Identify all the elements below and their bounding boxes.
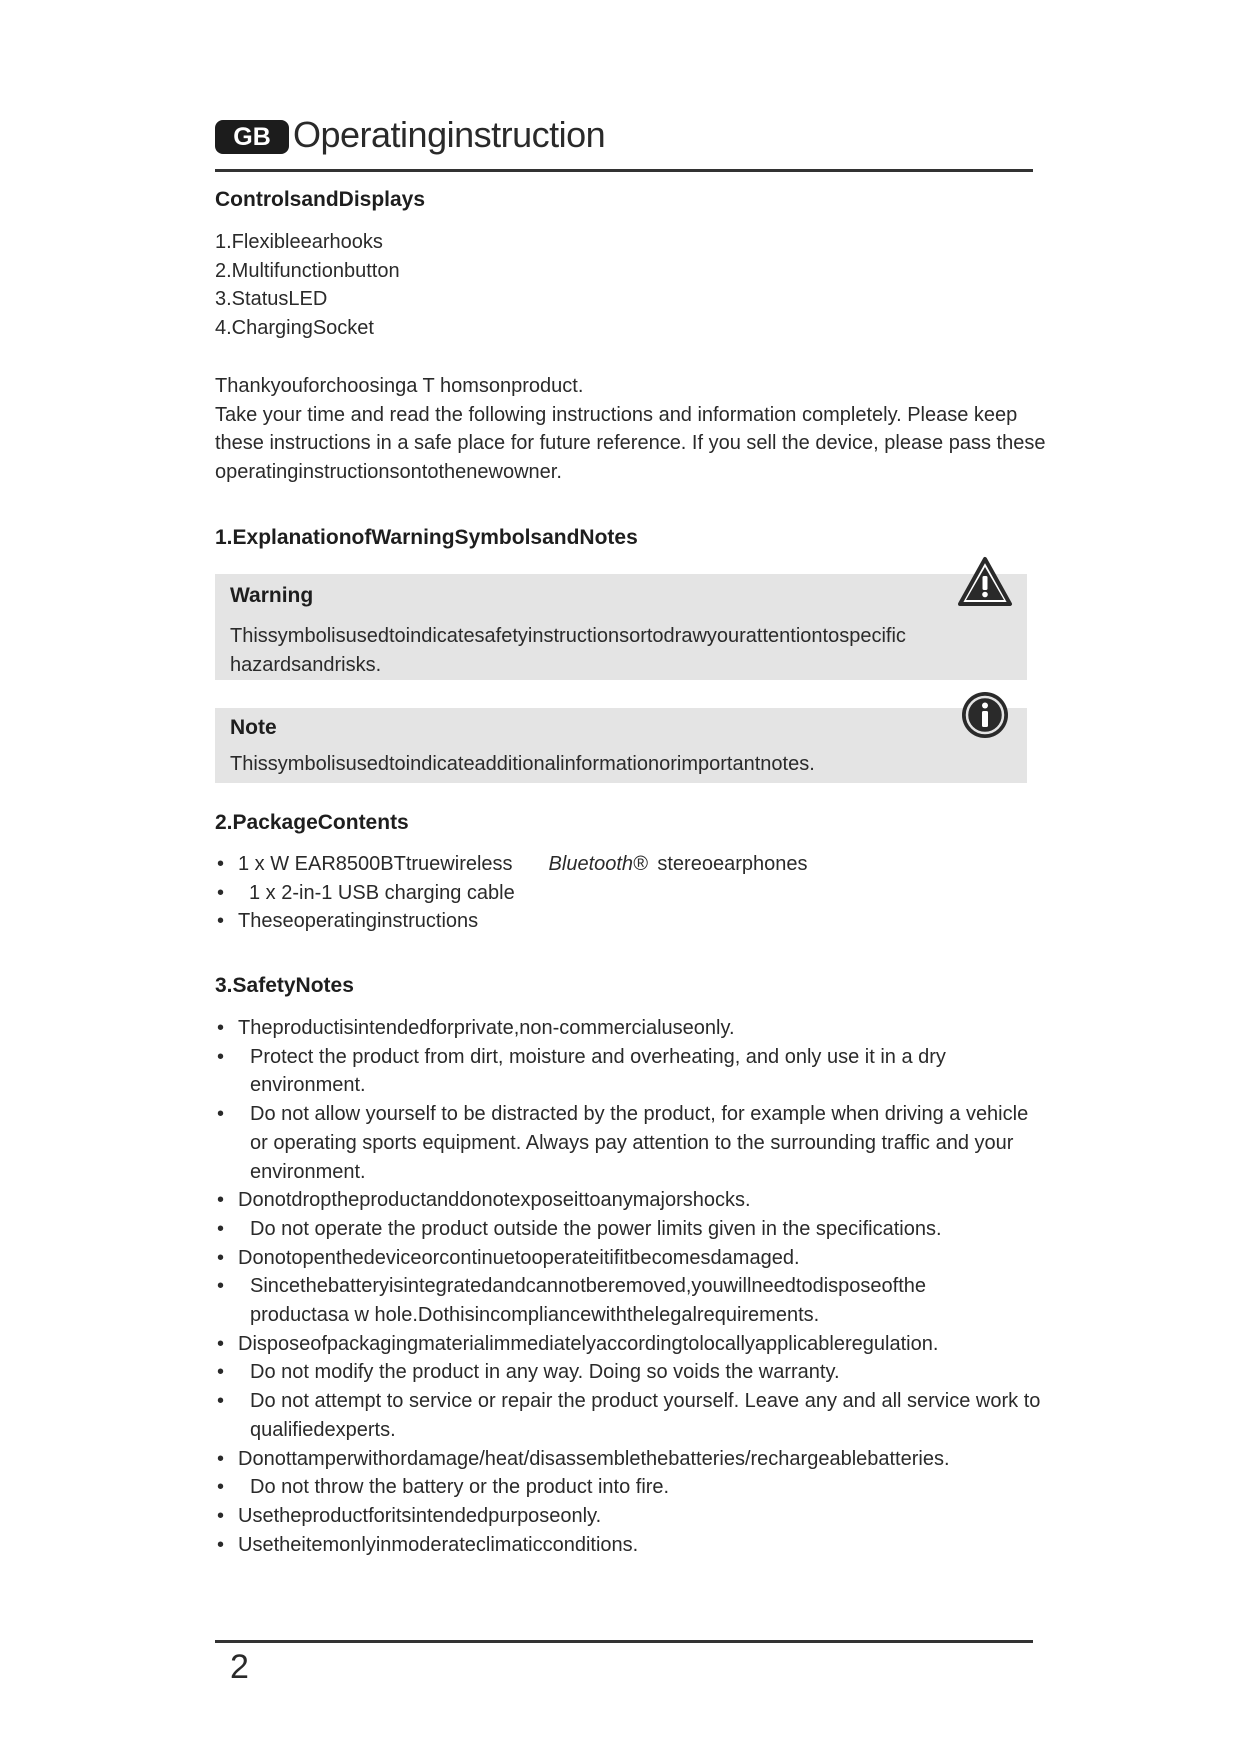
safety-notes-list xyxy=(215,1014,1040,1559)
footer-rule xyxy=(215,1640,1033,1643)
safety-note-item xyxy=(215,1244,1040,1273)
safety-note-line: • Do not attempt to service or repair the product yourself. Leave any and all service work to xyxy=(250,1390,1041,1413)
safety-note-item xyxy=(215,1531,1040,1560)
safety-note-item xyxy=(215,1100,1040,1186)
safety-note-line: or operating sports equipment. Always pay attention to the surrounding traffic and your xyxy=(250,1131,1014,1154)
section3-heading: 3.SafetyNotes xyxy=(215,974,354,997)
safety-note-line: • Do not throw the battery or the product into fire. xyxy=(250,1476,670,1499)
safety-note-line: • Do not operate the product outside the power limits given in the specifications. xyxy=(250,1217,942,1240)
safety-note-line: • Donotdroptheproductanddonotexposeittoanymajorshocks. xyxy=(238,1189,751,1212)
package-item-text: 1 x W EAR8500BTtruewireless xyxy=(238,853,513,875)
safety-note-item xyxy=(215,1014,1040,1043)
safety-note-line: environment. xyxy=(250,1160,366,1183)
safety-note-line: • Usetheitemonlyinmoderateclimaticconditions. xyxy=(238,1533,639,1556)
safety-note-line: • Usetheproductforitsintendedpurposeonly. xyxy=(238,1504,602,1527)
controls-item: 2.Multifunctionbutton xyxy=(215,259,400,282)
safety-note-item xyxy=(215,1445,1040,1474)
language-badge: GB xyxy=(215,120,289,154)
safety-note-line: qualifiedexperts. xyxy=(250,1418,396,1441)
safety-note-line: • Do not modify the product in any way. Doing so voids the warranty. xyxy=(250,1361,840,1384)
safety-note-line: • Donotopenthedeviceorcontinuetooperateitifitbecomesdamaged. xyxy=(238,1246,800,1269)
safety-note-line: • Disposeofpackagingmaterialimmediatelyaccordingtolocallyapplicableregulation. xyxy=(238,1332,939,1355)
intro-line: operatinginstructionsontothenewowner. xyxy=(215,461,562,484)
controls-heading: ControlsandDisplays xyxy=(215,188,426,211)
safety-note-line: • Sincethebatteryisintegratedandcannotberemoved,youwillneedtodisposeofthe xyxy=(250,1275,927,1298)
safety-note-line: productasa w hole.Dothisincompliancewiththelegalrequirements. xyxy=(250,1304,820,1327)
package-item-text: stereoearphones xyxy=(657,853,808,875)
intro-line: these instructions in a safe place for future reference. If you sell the device, please pass these xyxy=(215,432,1046,455)
intro-line: Thankyouforchoosinga T homsonproduct. xyxy=(215,375,584,397)
warning-box xyxy=(215,574,1027,680)
controls-item: 1.Flexibleearhooks xyxy=(215,231,383,253)
safety-note-line: • Protect the product from dirt, moisture and overheating, and only use it in a dry xyxy=(250,1045,946,1068)
controls-item: 4.ChargingSocket xyxy=(215,317,374,340)
page-number: 2 xyxy=(230,1648,249,1686)
note-text xyxy=(230,750,815,779)
page-header xyxy=(215,114,1033,168)
controls-list xyxy=(215,228,400,343)
safety-note-line: • Do not allow yourself to be distracted by the product, for example when driving a vehicle xyxy=(250,1103,1029,1126)
package-item xyxy=(215,907,807,936)
safety-note-item xyxy=(215,1330,1040,1359)
package-contents-list xyxy=(215,850,807,936)
package-item-text: Theseoperatinginstructions xyxy=(238,910,479,933)
warning-title: Warning xyxy=(230,584,314,607)
safety-note-line: • Donottamperwithordamage/heat/disassemblethebatteries/rechargeablebatteries. xyxy=(238,1447,950,1470)
safety-note-item xyxy=(215,1358,1040,1387)
safety-note-item xyxy=(215,1473,1040,1502)
header-rule xyxy=(215,169,1033,172)
safety-note-item xyxy=(215,1502,1040,1531)
section2-heading: 2.PackageContents xyxy=(215,811,409,834)
safety-note-item xyxy=(215,1387,1040,1444)
bluetooth-brand: Bluetooth® xyxy=(548,853,648,875)
package-item-text: 1 x 2-in-1 USB charging cable xyxy=(249,881,515,904)
page-title: Operatinginstruction xyxy=(293,114,606,155)
safety-note-item xyxy=(215,1186,1040,1215)
safety-note-line: • Theproductisintendedforprivate,non-commercialuseonly. xyxy=(238,1017,735,1039)
controls-item: 3.StatusLED xyxy=(215,288,328,311)
safety-note-line: environment. xyxy=(250,1074,366,1097)
note-title: Note xyxy=(230,716,277,739)
package-item xyxy=(215,879,807,908)
safety-note-item xyxy=(215,1043,1040,1100)
note-box xyxy=(215,708,1027,783)
warning-triangle-icon xyxy=(957,556,1013,608)
warning-line: hazardsandrisks. xyxy=(230,653,382,676)
info-circle-icon xyxy=(960,690,1010,740)
package-item xyxy=(215,850,807,879)
warning-line: Thissymbolisusedtoindicatesafetyinstructionsortodrawyourattentiontospecific xyxy=(230,625,906,647)
warning-text xyxy=(230,622,906,679)
safety-note-item xyxy=(215,1272,1040,1329)
note-line: Thissymbolisusedtoindicateadditionalinformationorimportantnotes. xyxy=(230,753,815,775)
section1-heading: 1.ExplanationofWarningSymbolsandNotes xyxy=(215,526,638,549)
intro-line: Take your time and read the following instructions and information completely. Please keep xyxy=(215,403,1018,426)
safety-note-item xyxy=(215,1215,1040,1244)
intro-paragraph xyxy=(215,372,1045,487)
